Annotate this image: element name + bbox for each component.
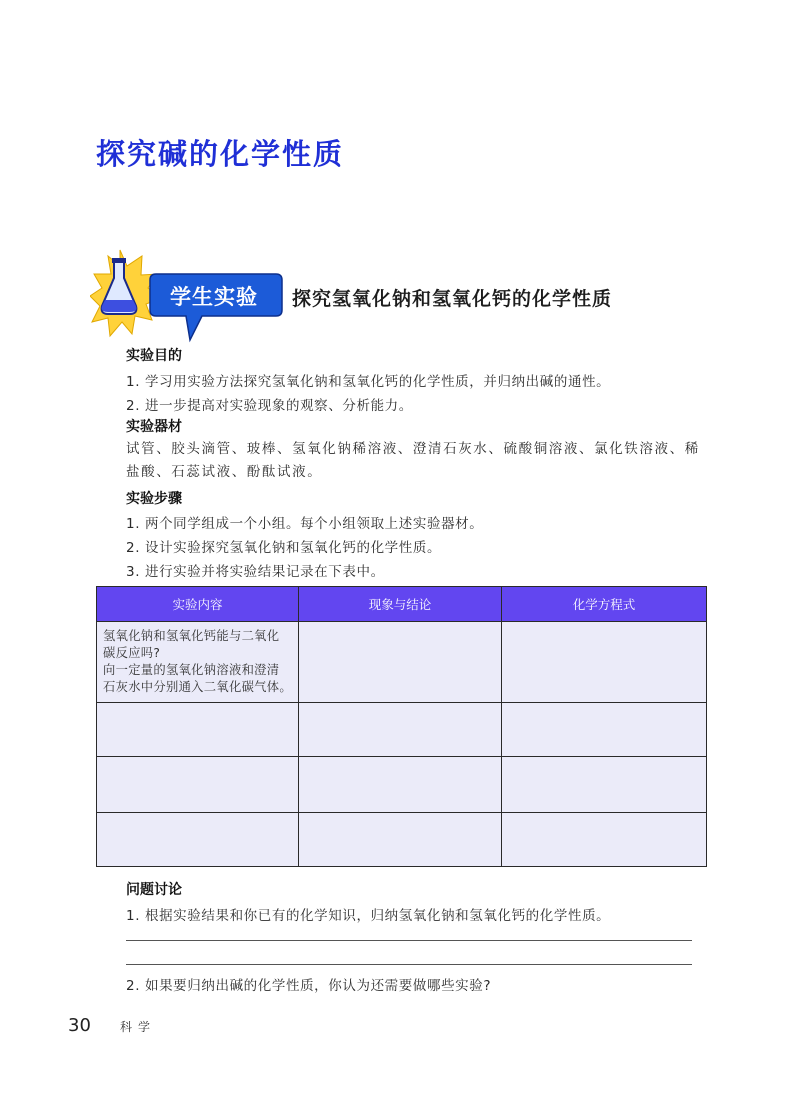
section-title: 探究氢氧化钠和氢氧化钙的化学性质 (292, 288, 613, 310)
answer-line[interactable] (126, 964, 692, 965)
page-number: 30 (68, 1015, 91, 1036)
step-item: 3. 进行实验并将实验结果记录在下表中。 (126, 564, 385, 580)
steps-heading: 实验步骤 (126, 491, 182, 507)
page-title: 探究碱的化学性质 (96, 137, 345, 171)
step-item: 2. 设计实验探究氢氧化钠和氢氧化钙的化学性质。 (126, 540, 442, 556)
table-cell-empty[interactable] (97, 813, 299, 867)
cell-text: 碳反应吗? (103, 646, 161, 660)
answer-line[interactable] (126, 940, 692, 941)
experiment-table (96, 586, 707, 867)
table-cell-empty[interactable] (502, 703, 707, 757)
table-cell-empty[interactable] (299, 757, 502, 813)
purpose-item: 2. 进一步提高对实验现象的观察、分析能力。 (126, 398, 413, 414)
table-row (97, 622, 707, 703)
step-item: 1. 两个同学组成一个小组。每个小组领取上述实验器材。 (126, 516, 484, 532)
table-cell-empty[interactable] (299, 622, 502, 703)
table-cell-empty[interactable] (502, 813, 707, 867)
table-cell-empty[interactable] (502, 622, 707, 703)
subject-label: 科学 (120, 1020, 157, 1034)
table-header-row (97, 587, 707, 622)
badge-label: 学生实验 (170, 285, 258, 309)
table-row (97, 703, 707, 757)
table-cell-empty[interactable] (502, 757, 707, 813)
header-equation: 化学方程式 (502, 587, 707, 622)
purpose-heading: 实验目的 (126, 348, 182, 364)
header-content: 实验内容 (97, 587, 299, 622)
header-phenomenon: 现象与结论 (299, 587, 502, 622)
cell-text: 石灰水中分别通入二氧化碳气体。 (103, 680, 292, 694)
table-cell-empty[interactable] (97, 703, 299, 757)
table-cell (97, 622, 299, 703)
table-row (97, 757, 707, 813)
cell-text: 向一定量的氢氧化钠溶液和澄清 (103, 663, 280, 677)
purpose-item: 1. 学习用实验方法探究氢氧化钠和氢氧化钙的化学性质，并归纳出碱的通性。 (126, 374, 611, 390)
table-cell-empty[interactable] (299, 703, 502, 757)
discussion-item: 2. 如果要归纳出碱的化学性质，你认为还需要做哪些实验? (126, 978, 492, 994)
cell-text: 氢氧化钠和氢氧化钙能与二氧化 (103, 629, 280, 643)
table-row (97, 813, 707, 867)
materials-text: 试管、胶头滴管、玻棒、氢氧化钠稀溶液、澄清石灰水、硫酸铜溶液、氯化铁溶液、稀盐酸、石蕊试液、酚酞试液。 (126, 441, 700, 480)
materials-heading: 实验器材 (126, 419, 182, 435)
discussion-heading: 问题讨论 (126, 882, 182, 898)
table-cell-empty[interactable] (97, 757, 299, 813)
discussion-item: 1. 根据实验结果和你已有的化学知识，归纳氢氧化钠和氢氧化钙的化学性质。 (126, 908, 611, 924)
table-cell-empty[interactable] (299, 813, 502, 867)
